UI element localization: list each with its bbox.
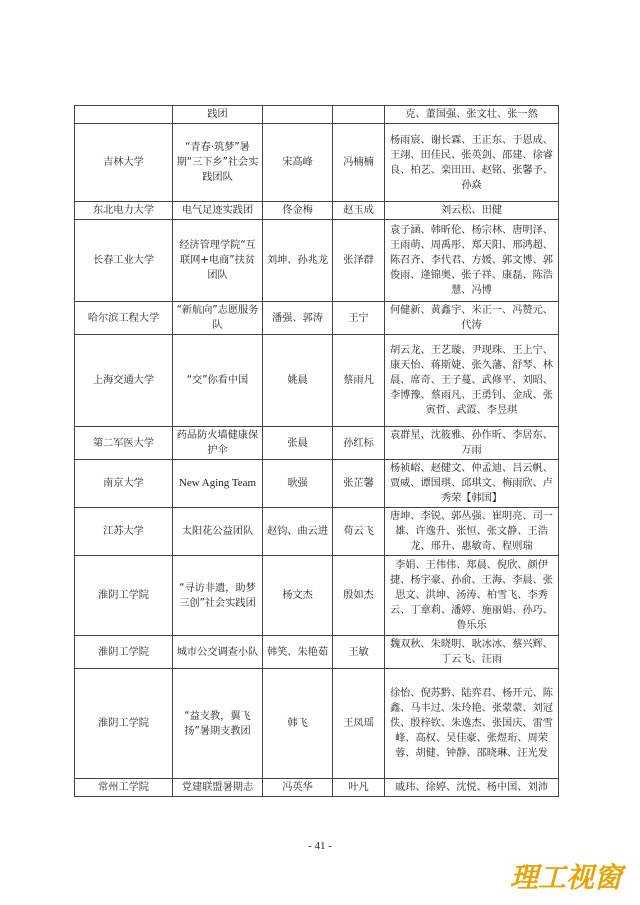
team-cell: 电气足迹实践团 bbox=[173, 202, 263, 220]
table-row bbox=[75, 460, 559, 508]
team-cell: 践团 bbox=[173, 106, 263, 124]
members-cell: 魏双秋、朱晓明、耿冰冰、蔡兴辉、丁云飞、汪雨 bbox=[385, 636, 559, 669]
leader-cell: 冯英华 bbox=[263, 779, 333, 797]
school-cell: 常州工学院 bbox=[75, 779, 173, 797]
roster-body bbox=[75, 106, 559, 797]
school-cell: 南京大学 bbox=[75, 460, 173, 508]
members-cell: 戚玮、徐婷、沈悦、杨中国、刘沛 bbox=[385, 779, 559, 797]
team-cell: “青春·筑梦”暑期“三下乡”社会实践团队 bbox=[173, 124, 263, 202]
team-cell: “新航向”志愿服务队 bbox=[173, 302, 263, 335]
team-cell: “益支教，翼飞扬”暑期支教团 bbox=[173, 669, 263, 779]
leader-cell: 张晨 bbox=[263, 427, 333, 460]
teacher-cell: 殷如杰 bbox=[333, 556, 385, 636]
team-cell: “寻访非遗，助梦三创”社会实践团 bbox=[173, 556, 263, 636]
teacher-cell: 蔡雨凡 bbox=[333, 335, 385, 427]
table-row bbox=[75, 302, 559, 335]
teacher-cell: 冯楠楠 bbox=[333, 124, 385, 202]
table-row bbox=[75, 124, 559, 202]
school-cell: 东北电力大学 bbox=[75, 202, 173, 220]
members-cell: 唐坤、李锐、郭丛强、崔明亮、司一雄、许逸升、张恒、张文静、王浩龙、邢升、惠敏奇、程则瑞 bbox=[385, 508, 559, 556]
table-row bbox=[75, 669, 559, 779]
team-cell: 经济管理学院“互联网+电商”扶贫团队 bbox=[173, 220, 263, 302]
table-row bbox=[75, 636, 559, 669]
teacher-cell: 叶凡 bbox=[333, 779, 385, 797]
table-row bbox=[75, 106, 559, 124]
members-cell: 杨雨宸、谢长霖、王正东、于恩成、王翊、田佳民、张英剑、邵建、徐睿良、柏艺、栾田田、赵铭、张馨予、孙焱 bbox=[385, 124, 559, 202]
leader-cell: 潘强、郭涛 bbox=[263, 302, 333, 335]
teacher-cell: 荀云飞 bbox=[333, 508, 385, 556]
school-cell: 淮阴工学院 bbox=[75, 669, 173, 779]
leader-cell: 耿强 bbox=[263, 460, 333, 508]
teacher-cell: 张泽群 bbox=[333, 220, 385, 302]
table-row bbox=[75, 508, 559, 556]
team-cell: 党建联盟暑期志 bbox=[173, 779, 263, 797]
teacher-cell: 王敏 bbox=[333, 636, 385, 669]
school-cell: 第二军医大学 bbox=[75, 427, 173, 460]
table-row bbox=[75, 220, 559, 302]
leader-cell: 刘坤、孙兆龙 bbox=[263, 220, 333, 302]
leader-cell bbox=[263, 106, 333, 124]
teacher-cell: 王凤瑶 bbox=[333, 669, 385, 779]
leader-cell: 杨文杰 bbox=[263, 556, 333, 636]
members-cell: 袁子涵、韩昕伦、杨宗林、唐明泽、王雨萌、周禹彤、郑天阳、邢鸿超、陈召齐、李代君、方媛、郭文博、郭俊雨、逄锦奥、张子祥、康磊、陈浩慧、冯博 bbox=[385, 220, 559, 302]
team-roster-table bbox=[74, 105, 559, 797]
leader-cell: 韩笑、朱艳茹 bbox=[263, 636, 333, 669]
table-row bbox=[75, 779, 559, 797]
svg-text:理工视窗: 理工视窗 bbox=[510, 861, 626, 894]
team-cell: “交”你看中国 bbox=[173, 335, 263, 427]
teacher-cell: 王宁 bbox=[333, 302, 385, 335]
team-cell: 城市公交调查小队 bbox=[173, 636, 263, 669]
members-cell: 胡云龙、王艺璇、尹现珠、王上宁、康天怡、蒋斯婕、张久藩、舒琴、林晨、席奇、王子蔓、武修平、刘昭、李博豫、蔡雨凡、王勇钊、金成、张寅哲、武霞、李昱琪 bbox=[385, 335, 559, 427]
school-cell: 上海交通大学 bbox=[75, 335, 173, 427]
leader-cell: 佟金梅 bbox=[263, 202, 333, 220]
members-cell: 李娟、王伟伟、郑晨、倪欣、颜伊捷、杨宇豪、孙俞、王海、李晨、张思文、洪坤、汤涛、柏雪飞、李秀云、丁章莉、潘婷、施丽娟、孙巧、鲁乐乐 bbox=[385, 556, 559, 636]
teacher-cell: 孙红标 bbox=[333, 427, 385, 460]
members-cell: 刘云松、田健 bbox=[385, 202, 559, 220]
members-cell: 杨祯峪、赵健文、仲孟迪、吕云帆、贾威、谭国琪、邱琪文、梅雨欣、卢秀荣【韩国】 bbox=[385, 460, 559, 508]
page-number: - 41 - bbox=[308, 840, 332, 852]
members-cell: 何健新、黄鑫宇、米正一、冯赞元、代涛 bbox=[385, 302, 559, 335]
team-cell: New Aging Team bbox=[173, 460, 263, 508]
teacher-cell bbox=[333, 106, 385, 124]
members-cell: 袁群星、沈筱雅、孙作昕、李居东、万雨 bbox=[385, 427, 559, 460]
school-cell: 江苏大学 bbox=[75, 508, 173, 556]
school-cell: 吉林大学 bbox=[75, 124, 173, 202]
team-cell: 太阳花公益团队 bbox=[173, 508, 263, 556]
table-row bbox=[75, 202, 559, 220]
team-cell: 药品防火墙健康保护伞 bbox=[173, 427, 263, 460]
watermark-logo-graphic bbox=[508, 855, 626, 897]
teacher-cell: 赵玉成 bbox=[333, 202, 385, 220]
table-row bbox=[75, 556, 559, 636]
school-cell: 哈尔滨工程大学 bbox=[75, 302, 173, 335]
leader-cell: 韩飞 bbox=[263, 669, 333, 779]
leader-cell: 姚晨 bbox=[263, 335, 333, 427]
table-row bbox=[75, 427, 559, 460]
leader-cell: 赵钧、曲云进 bbox=[263, 508, 333, 556]
teacher-cell: 张芷馨 bbox=[333, 460, 385, 508]
table-row bbox=[75, 335, 559, 427]
school-cell: 长春工业大学 bbox=[75, 220, 173, 302]
school-cell bbox=[75, 106, 173, 124]
leader-cell: 宋高峰 bbox=[263, 124, 333, 202]
watermark-logo bbox=[508, 855, 626, 897]
members-cell: 克、董国强、张文壮、张一然 bbox=[385, 106, 559, 124]
members-cell: 徐怡、倪苏黔、陆弈君、杨开元、陈鑫、马丰过、朱玲艳、张蒙蒙、刘冠佚、殷梓钦、朱逸杰、张国庆、雷雪峰、高权、吴佳豪、张煜珩、周荣蓉、胡健、钟静、邵晓琳、汪光发 bbox=[385, 669, 559, 779]
school-cell: 淮阴工学院 bbox=[75, 636, 173, 669]
school-cell: 淮阴工学院 bbox=[75, 556, 173, 636]
